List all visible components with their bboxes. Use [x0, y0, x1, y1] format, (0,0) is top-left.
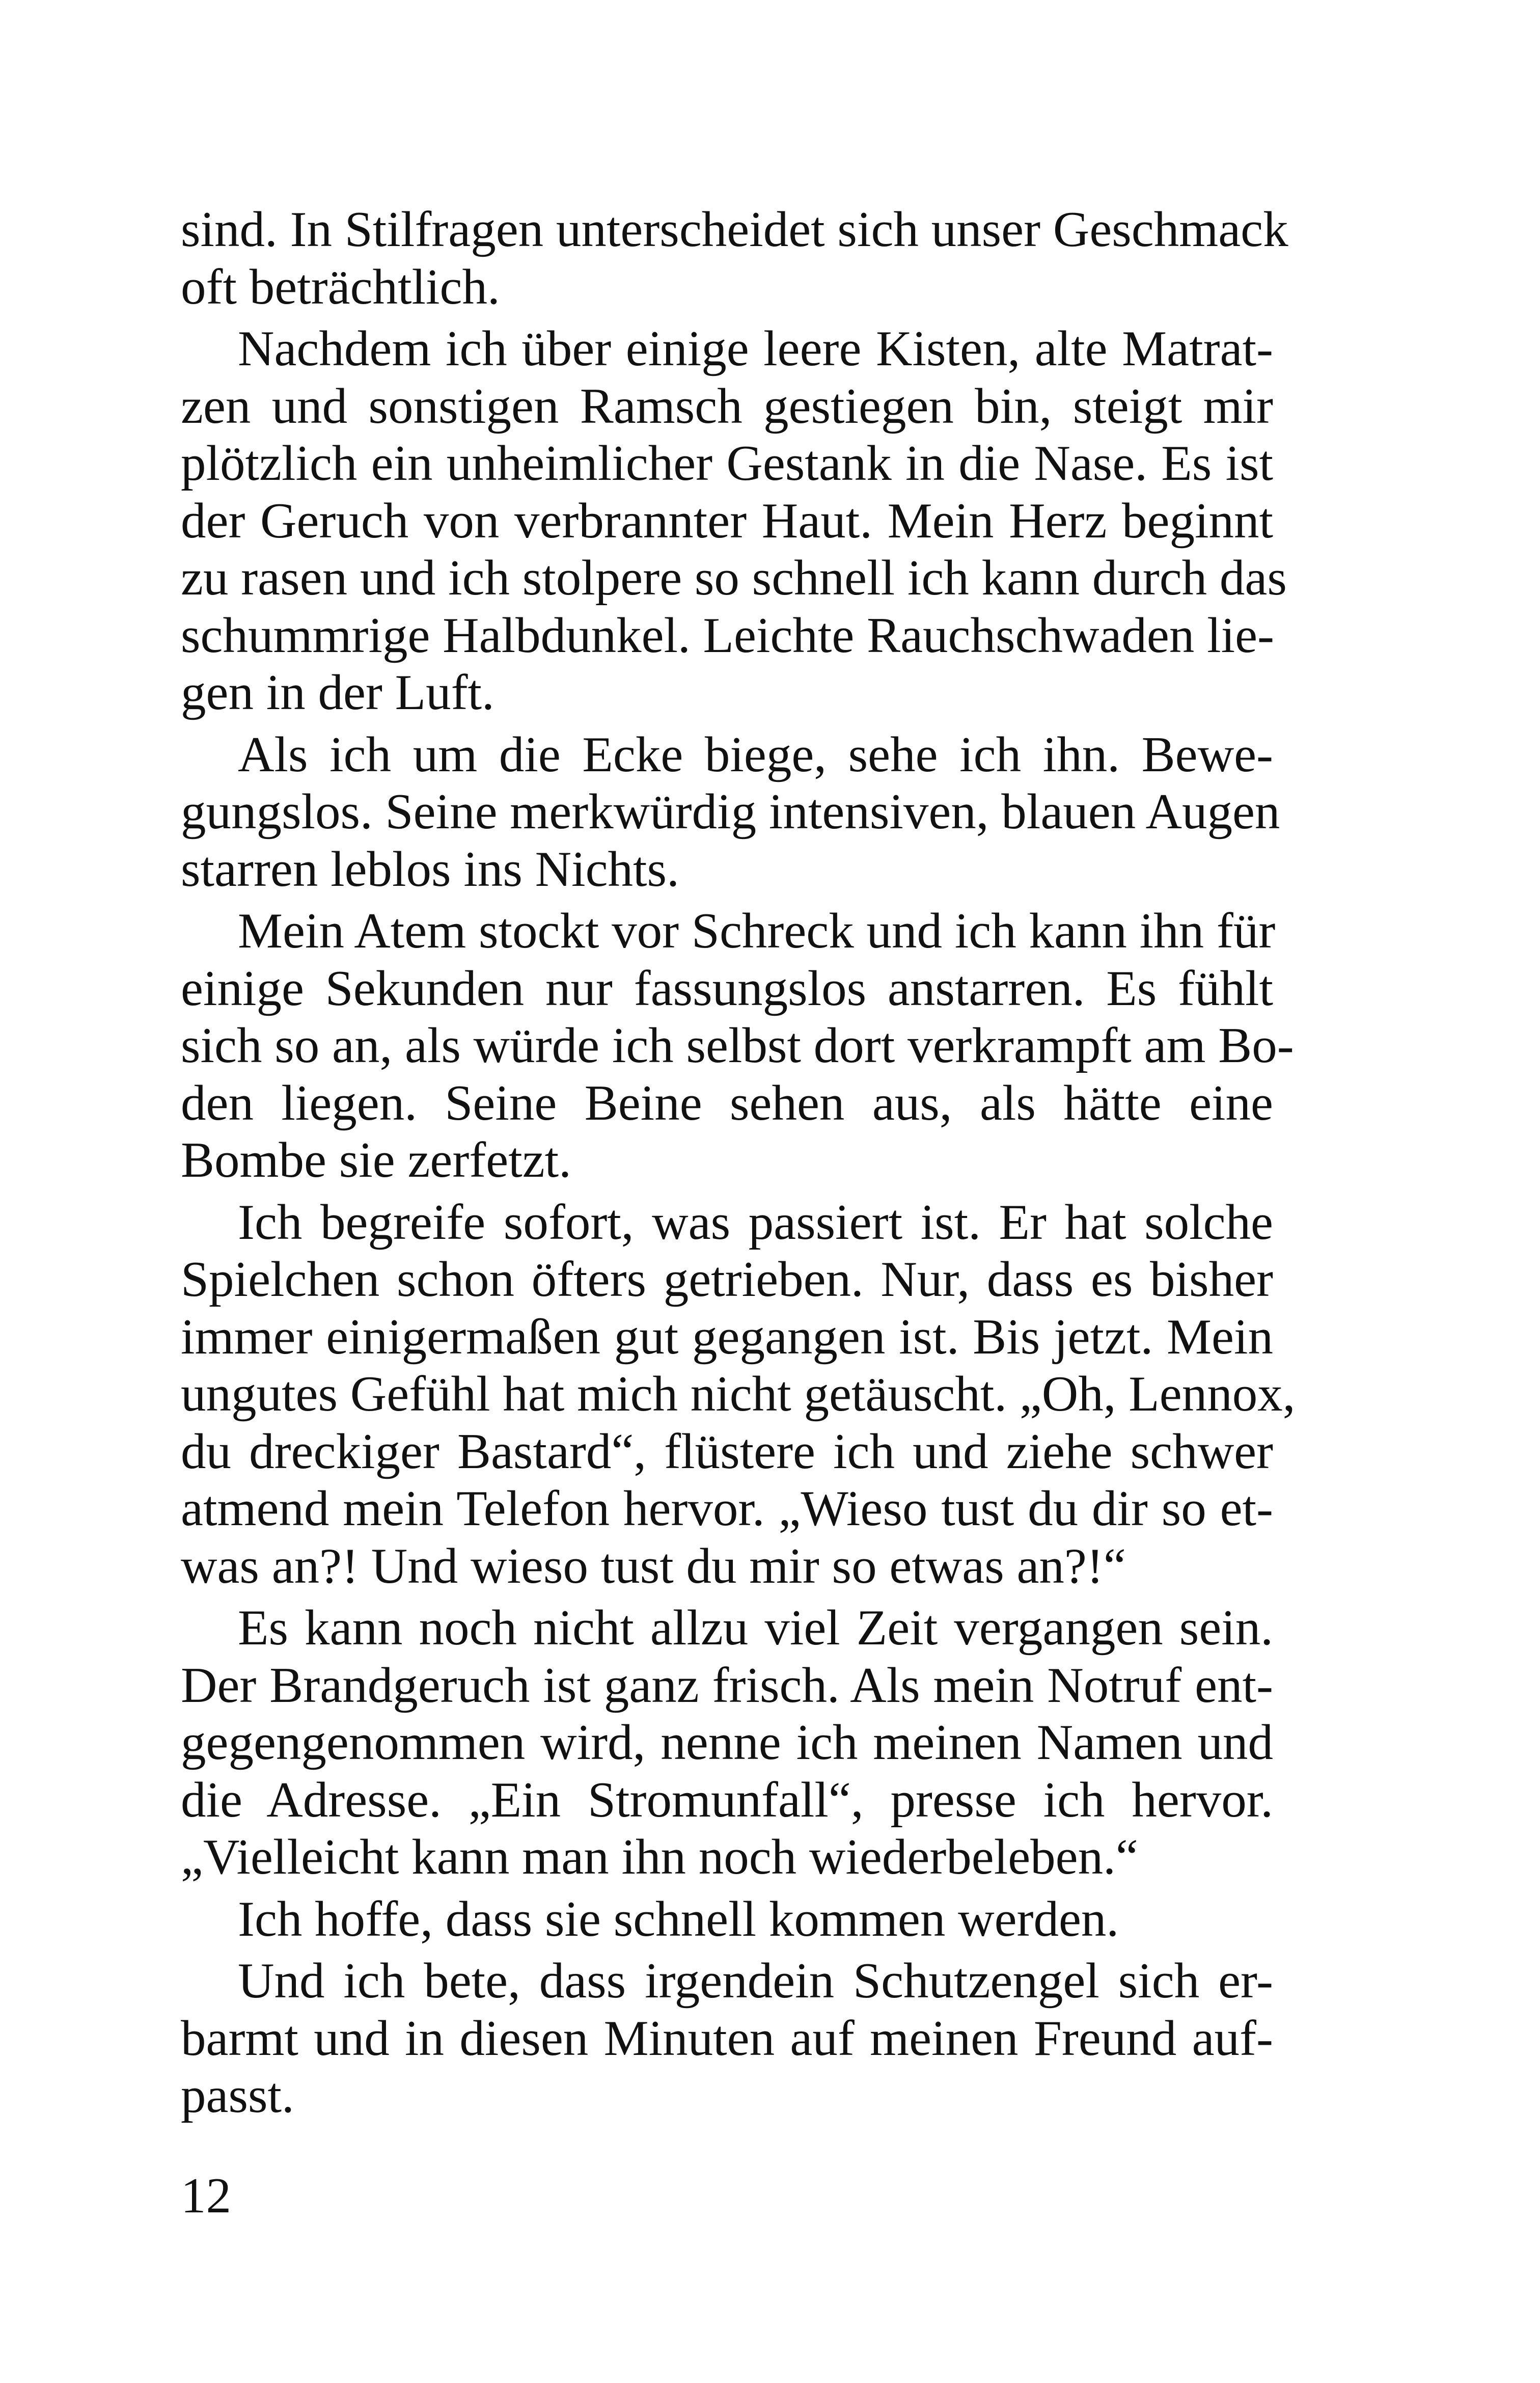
text-line: atmend mein Telefon hervor. „Wieso tust du dir so et-: [181, 1481, 1273, 1536]
text-line: was an?! Und wieso tust du mir so etwas an?!“: [181, 1538, 1126, 1594]
text-line: Und ich bete, dass irgendein Schutzengel sich er-: [238, 1953, 1273, 2009]
text-line: passt.: [181, 2068, 294, 2123]
paragraph: [181, 320, 1287, 722]
text-line: Bombe sie zerfetzt.: [181, 1132, 571, 1188]
paragraph: [181, 1600, 1273, 1886]
text-line: Ich begreife sofort, was passiert ist. Er hat solche: [238, 1194, 1273, 1250]
text-line: gen in der Luft.: [181, 665, 494, 720]
body-text: [181, 201, 1296, 2125]
text-line: sich so an, als würde ich selbst dort verkrampft am Bo-: [181, 1018, 1294, 1073]
text-line: den liegen. Seine Beine sehen aus, als hätte eine: [181, 1075, 1273, 1131]
paragraph: [181, 1891, 1273, 1948]
text-line: zu rasen und ich stolpere so schnell ich kann durch das: [181, 550, 1287, 606]
text-line: sind. In Stilfragen unterscheidet sich unser Geschmack: [181, 202, 1288, 257]
text-line: „Vielleicht kann man ihn noch wiederbeleben.“: [181, 1829, 1138, 1885]
text-line: ungutes Gefühl hat mich nicht getäuscht. „Oh, Lennox,: [181, 1366, 1296, 1422]
text-line: Spielchen schon öfters getrieben. Nur, dass es bisher: [181, 1252, 1273, 1307]
text-line: Mein Atem stockt vor Schreck und ich kann ihn für: [238, 903, 1276, 959]
text-line: immer einigermaßen gut gegangen ist. Bis jetzt. Mein: [181, 1309, 1273, 1365]
paragraph: [181, 903, 1294, 1189]
text-line: gungslos. Seine merkwürdig intensiven, blauen Augen: [181, 784, 1280, 840]
text-line: schummrige Halbdunkel. Leichte Rauchschwaden lie-: [181, 607, 1275, 663]
text-line: starren leblos ins Nichts.: [181, 841, 679, 897]
text-line: Ich hoffe, dass sie schnell kommen werden.: [238, 1891, 1119, 1947]
paragraph: [181, 1194, 1296, 1595]
text-line: plötzlich ein unheimlicher Gestank in die Nase. Es ist: [181, 436, 1273, 491]
text-line: Als ich um die Ecke biege, sehe ich ihn. Bewe-: [238, 726, 1273, 782]
text-line: zen und sonstigen Ramsch gestiegen bin, steigt mir: [181, 378, 1273, 434]
text-line: einige Sekunden nur fassungslos anstarren. Es fühlt: [181, 960, 1273, 1016]
paragraph: [181, 726, 1280, 899]
text-line: Es kann noch nicht allzu viel Zeit vergangen sein.: [238, 1600, 1273, 1656]
text-line: der Geruch von verbrannter Haut. Mein Herz beginnt: [181, 493, 1273, 549]
page-number: 12: [181, 2168, 231, 2224]
text-line: du dreckiger Bastard“, flüstere ich und ziehe schwer: [181, 1423, 1273, 1479]
text-line: Nachdem ich über einige leere Kisten, alte Matrat-: [238, 321, 1273, 376]
text-line: barmt und in diesen Minuten auf meinen Freund auf-: [181, 2010, 1273, 2066]
paragraph: [181, 1953, 1273, 2125]
text-line: Der Brandgeruch ist ganz frisch. Als mein Notruf ent-: [181, 1657, 1273, 1713]
text-line: gegengenommen wird, nenne ich meinen Namen und: [181, 1715, 1273, 1770]
paragraph: [181, 201, 1288, 316]
text-line: die Adresse. „Ein Stromunfall“, presse ich hervor.: [181, 1772, 1273, 1828]
text-line: oft beträchtlich.: [181, 259, 500, 315]
